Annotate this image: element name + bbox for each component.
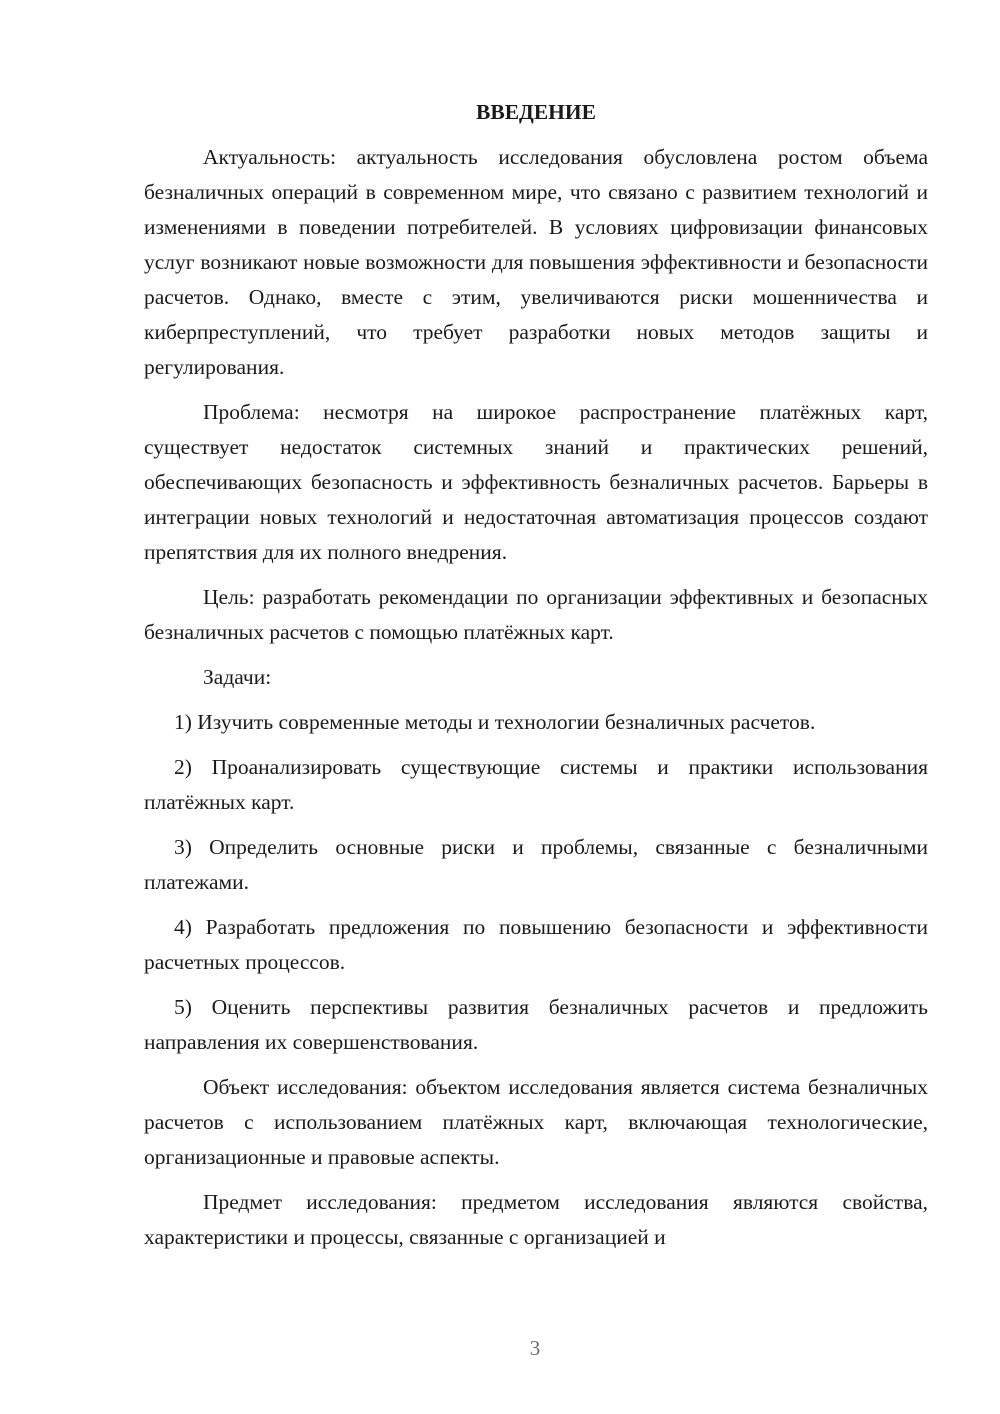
task-item-3: 3) Определить основные риски и проблемы, связанные с безналичными платежами. — [144, 835, 928, 894]
paragraph-subject: Предмет исследования: предметом исследования являются свойства, характеристики и процессы, связанные с организацией и — [144, 1190, 928, 1249]
paragraph-object: Объект исследования: объектом исследования является система безналичных расчетов с использованием платёжных карт, включающая технологические, организационные и правовые аспекты. — [144, 1075, 928, 1169]
page-number: 3 — [529, 1336, 541, 1360]
tasks-heading: Задачи: — [203, 665, 272, 689]
task-item-1: 1) Изучить современные методы и технологии безналичных расчетов. — [174, 710, 816, 734]
task-item-4: 4) Разработать предложения по повышению безопасности и эффективности расчетных процессов. — [144, 915, 928, 974]
paragraph-goal: Цель: разработать рекомендации по организации эффективных и безопасных безналичных расчетов с помощью платёжных карт. — [144, 585, 928, 644]
section-title: ВВЕДЕНИЕ — [476, 100, 596, 124]
task-item-5: 5) Оценить перспективы развития безналичных расчетов и предложить направления их совершенствования. — [144, 995, 928, 1054]
page-content — [144, 95, 928, 1265]
task-item-2: 2) Проанализировать существующие системы и практики использования платёжных карт. — [144, 755, 928, 814]
paragraph-problem: Проблема: несмотря на широкое распространение платёжных карт, существует недостаток системных знаний и практических решений, обеспечивающих безопасность и эффективность безналичных расчетов. Барьеры в интеграции новых технологий и недостаточная автоматизация процессов создают препятствия для их полного внедрения. — [144, 400, 928, 564]
paragraph-relevance: Актуальность: актуальность исследования обусловлена ростом объема безналичных операций в современном мире, что связано с развитием технологий и изменениями в поведении потребителей. В условиях цифровизации финансовых услуг возникают новые возможности для повышения эффективности и безопасности расчетов. Однако, вместе с этим, увеличиваются риски мошенничества и киберпреступлений, что требует разработки новых методов защиты и регулирования. — [144, 145, 928, 379]
